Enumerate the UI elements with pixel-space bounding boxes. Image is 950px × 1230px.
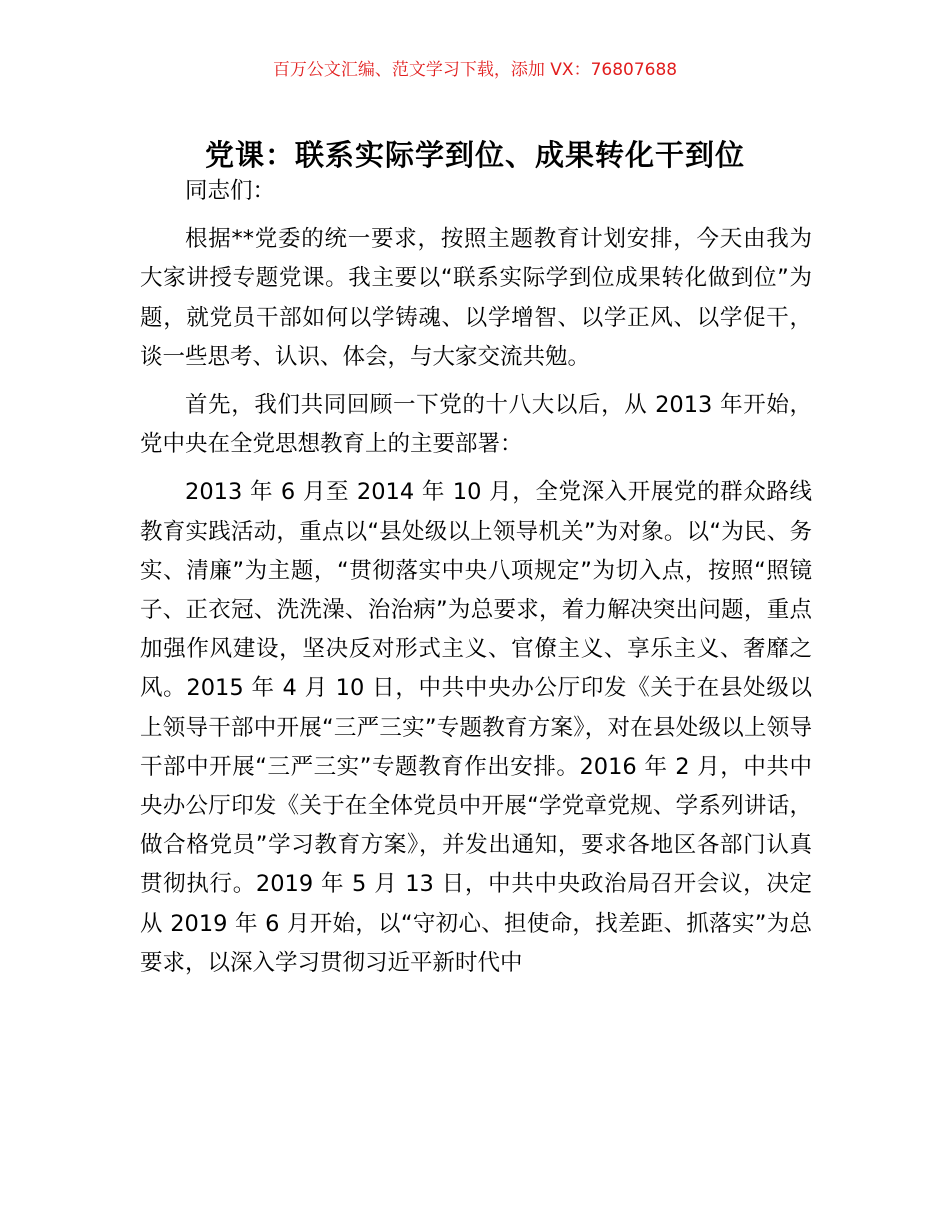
document-title: 党课：联系实际学到位、成果转化干到位 [204,138,745,173]
document-body [140,172,812,992]
paragraph-intro: 根据**党委的统一要求，按照主题教育计划安排，今天由我为大家讲授专题党课。我主要以“联系实际学到位成果转化做到位”为题，就党员干部如何以学铸魂、以学增智、以学正风、以学促干，谈一些思考、认识、体会，与大家交流共勉。 [140,226,812,370]
greeting-line: 同志们： [185,178,276,204]
paragraph-review: 首先，我们共同回顾一下党的十八大以后，从 2013 年开始，党中央在全党思想教育上的主要部署： [140,392,812,458]
paragraph-history: 2013 年 6 月至 2014 年 10 月，全党深入开展党的群众路线教育实践活动，重点以“县处级以上领导机关”为对象。以“为民、务实、清廉”为主题，“贯彻落实中央八项规定”为切入点，按照“照镜子、正衣冠、洗洗澡、治治病”为总要求，着力解决突出问题，重点加强作风建设，坚决反对形式主义、官僚主义、享乐主义、奢靡之风。2015 年 4 月 10 日，中共中央办公厅印发《关于在县处级以上领导干部中开展“三严三实”专题教育方案》，对在县处级以上领导干部中开展“三严三实”专题教育作出安排。2016 年 2 月，中共中央办公厅印发《关于在全体党员中开展“学党章党规、学系列讲话，做合格党员”学习教育方案》，并发出通知，要求各地区各部门认真贯彻执行。2019 年 5 月 13 日，中共中央政治局召开会议，决定从 2019 年 6 月开始，以“守初心、担使命，找差距、抓落实”为总要求，以深入学习贯彻习近平新时代中 [140,479,812,976]
header-ad-banner: 百万公文汇编、范文学习下载，添加 VX：76807688 [272,60,678,80]
